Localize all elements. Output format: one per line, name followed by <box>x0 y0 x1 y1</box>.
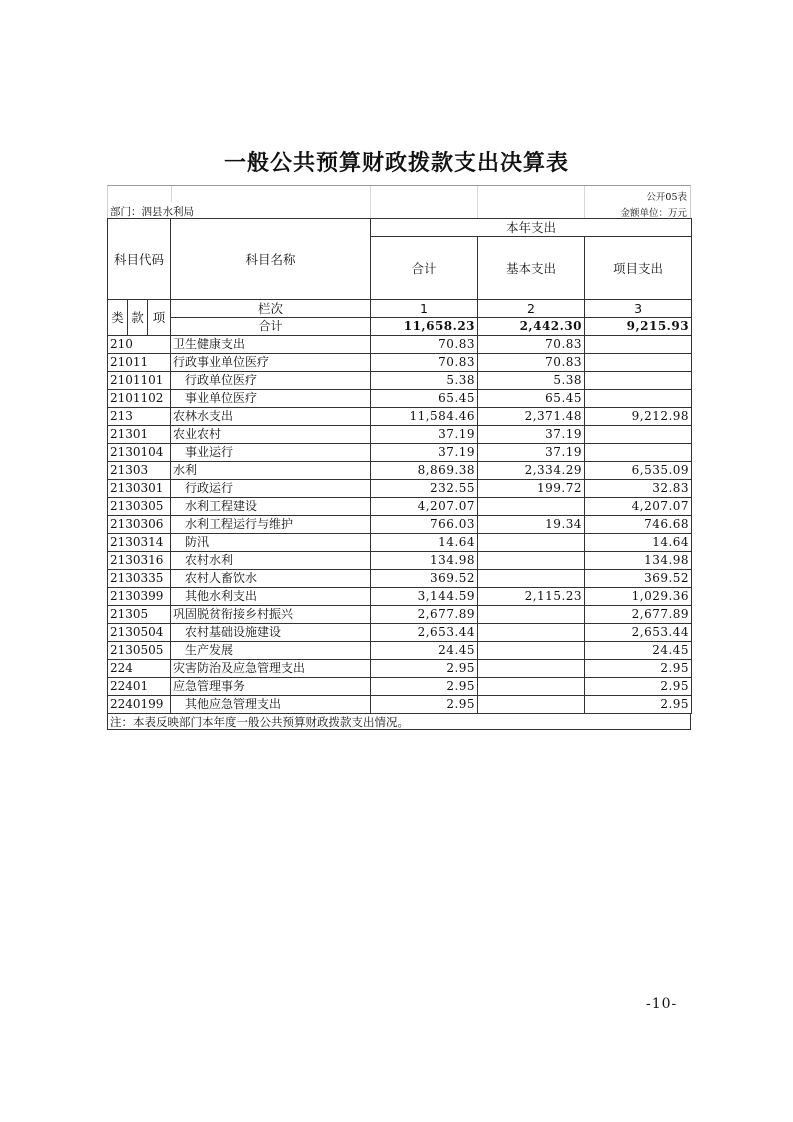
row-project <box>585 354 692 372</box>
header-lei: 类 <box>108 300 128 336</box>
row-project: 2.95 <box>585 660 692 678</box>
row-basic <box>478 660 585 678</box>
row-code: 2101101 <box>108 372 171 390</box>
header-current-year: 本年支出 <box>371 219 692 237</box>
row-basic <box>478 498 585 516</box>
row-code: 2101102 <box>108 390 171 408</box>
row-code: 210 <box>108 336 171 354</box>
total-row-basic: 2,442.30 <box>478 318 585 336</box>
header-row-index: 栏次 <box>171 300 371 318</box>
row-code: 2130104 <box>108 444 171 462</box>
row-code: 2240199 <box>108 696 171 714</box>
total-row-total: 11,658.23 <box>371 318 478 336</box>
row-basic: 5.38 <box>478 372 585 390</box>
row-total: 2,653.44 <box>371 624 478 642</box>
row-project: 4,207.07 <box>585 498 692 516</box>
row-total: 3,144.59 <box>371 588 478 606</box>
row-project: 32.83 <box>585 480 692 498</box>
table-row <box>108 660 692 678</box>
form-number-line <box>107 185 691 202</box>
row-subject-name: 防汛 <box>171 534 371 552</box>
row-subject-name: 农林水支出 <box>171 408 371 426</box>
row-code: 2130335 <box>108 570 171 588</box>
row-total: 369.52 <box>371 570 478 588</box>
form-number: 公开05表 <box>646 192 687 203</box>
table-row <box>108 480 692 498</box>
row-subject-name: 巩固脱贫衔接乡村振兴 <box>171 606 371 624</box>
row-basic: 37.19 <box>478 444 585 462</box>
row-basic <box>478 606 585 624</box>
table-row <box>108 642 692 660</box>
row-code: 2130505 <box>108 642 171 660</box>
row-total: 2.95 <box>371 696 478 714</box>
row-subject-name: 水利工程建设 <box>171 498 371 516</box>
row-subject-name: 行政事业单位医疗 <box>171 354 371 372</box>
row-total: 134.98 <box>371 552 478 570</box>
table-row <box>108 462 692 480</box>
header-basic: 基本支出 <box>478 237 585 300</box>
row-project: 134.98 <box>585 552 692 570</box>
row-subject-name: 行政运行 <box>171 480 371 498</box>
table-note: 注：本表反映部门本年度一般公共预算财政拨款支出情况。 <box>107 714 691 730</box>
table-row <box>108 516 692 534</box>
page-number: -10- <box>646 996 678 1012</box>
row-total: 37.19 <box>371 426 478 444</box>
row-subject-name: 事业运行 <box>171 444 371 462</box>
table-row <box>108 354 692 372</box>
row-project <box>585 426 692 444</box>
row-basic: 37.19 <box>478 426 585 444</box>
table-row <box>108 372 692 390</box>
row-code: 224 <box>108 660 171 678</box>
row-code: 21305 <box>108 606 171 624</box>
row-basic <box>478 552 585 570</box>
row-total: 11,584.46 <box>371 408 478 426</box>
row-project: 9,212.98 <box>585 408 692 426</box>
row-basic: 19.34 <box>478 516 585 534</box>
row-code: 21011 <box>108 354 171 372</box>
row-total: 37.19 <box>371 444 478 462</box>
row-basic <box>478 696 585 714</box>
row-project: 746.68 <box>585 516 692 534</box>
row-total: 14.64 <box>371 534 478 552</box>
table-row <box>108 534 692 552</box>
row-subject-name: 水利 <box>171 462 371 480</box>
row-code: 2130316 <box>108 552 171 570</box>
row-code: 2130305 <box>108 498 171 516</box>
table-row <box>108 336 692 354</box>
row-basic <box>478 570 585 588</box>
page-title: 一般公共预算财政拨款支出决算表 <box>223 151 569 176</box>
row-basic <box>478 642 585 660</box>
row-basic: 70.83 <box>478 354 585 372</box>
row-project <box>585 444 692 462</box>
row-total: 4,207.07 <box>371 498 478 516</box>
table-row <box>108 570 692 588</box>
table-row <box>108 624 692 642</box>
row-total: 766.03 <box>371 516 478 534</box>
column-number-2: 2 <box>478 300 585 318</box>
row-code: 2130301 <box>108 480 171 498</box>
row-subject-name: 农村人畜饮水 <box>171 570 371 588</box>
row-total: 24.45 <box>371 642 478 660</box>
row-total: 2.95 <box>371 660 478 678</box>
row-total: 2.95 <box>371 678 478 696</box>
row-subject-name: 农业农村 <box>171 426 371 444</box>
row-code: 2130504 <box>108 624 171 642</box>
column-number-3: 3 <box>585 300 692 318</box>
row-total: 232.55 <box>371 480 478 498</box>
row-project: 14.64 <box>585 534 692 552</box>
expenditure-table <box>107 218 692 714</box>
row-project: 2.95 <box>585 696 692 714</box>
row-subject-name: 灾害防治及应急管理支出 <box>171 660 371 678</box>
header-subject-code: 科目代码 <box>108 219 171 300</box>
row-basic <box>478 624 585 642</box>
header-subject-name: 科目名称 <box>171 219 371 300</box>
row-subject-name: 其他应急管理支出 <box>171 696 371 714</box>
row-basic: 2,371.48 <box>478 408 585 426</box>
row-project <box>585 390 692 408</box>
header-kuan: 款 <box>128 300 148 336</box>
table-row <box>108 696 692 714</box>
header-xiang: 项 <box>148 300 171 336</box>
row-subject-name: 其他水利支出 <box>171 588 371 606</box>
row-code: 2130399 <box>108 588 171 606</box>
row-project: 1,029.36 <box>585 588 692 606</box>
row-total: 5.38 <box>371 372 478 390</box>
row-code: 2130306 <box>108 516 171 534</box>
department-name: 部门：泗县水利局 <box>110 206 194 218</box>
row-project: 24.45 <box>585 642 692 660</box>
department-line <box>107 202 691 218</box>
table-row <box>108 390 692 408</box>
table-row <box>108 444 692 462</box>
row-subject-name: 农村基础设施建设 <box>171 624 371 642</box>
row-basic <box>478 534 585 552</box>
table-row <box>108 552 692 570</box>
row-total: 65.45 <box>371 390 478 408</box>
row-project: 6,535.09 <box>585 462 692 480</box>
budget-table-sheet <box>107 185 691 730</box>
row-subject-name: 事业单位医疗 <box>171 390 371 408</box>
table-row <box>108 606 692 624</box>
row-basic: 2,334.29 <box>478 462 585 480</box>
row-total: 70.83 <box>371 336 478 354</box>
row-project: 2,653.44 <box>585 624 692 642</box>
header-total: 合计 <box>371 237 478 300</box>
table-row <box>108 408 692 426</box>
row-code: 213 <box>108 408 171 426</box>
row-project <box>585 372 692 390</box>
row-basic: 199.72 <box>478 480 585 498</box>
row-basic: 65.45 <box>478 390 585 408</box>
row-subject-name: 应急管理事务 <box>171 678 371 696</box>
row-subject-name: 卫生健康支出 <box>171 336 371 354</box>
row-subject-name: 行政单位医疗 <box>171 372 371 390</box>
row-code: 21303 <box>108 462 171 480</box>
row-subject-name: 生产发展 <box>171 642 371 660</box>
row-code: 2130314 <box>108 534 171 552</box>
row-project: 2,677.89 <box>585 606 692 624</box>
row-basic: 70.83 <box>478 336 585 354</box>
row-project <box>585 336 692 354</box>
row-subject-name: 水利工程运行与维护 <box>171 516 371 534</box>
row-total: 8,869.38 <box>371 462 478 480</box>
row-total: 2,677.89 <box>371 606 478 624</box>
row-project: 369.52 <box>585 570 692 588</box>
row-project: 2.95 <box>585 678 692 696</box>
table-row <box>108 678 692 696</box>
table-row <box>108 426 692 444</box>
row-basic: 2,115.23 <box>478 588 585 606</box>
row-code: 22401 <box>108 678 171 696</box>
row-total: 70.83 <box>371 354 478 372</box>
amount-unit: 金额单位：万元 <box>620 208 687 219</box>
total-row-project: 9,215.93 <box>585 318 692 336</box>
row-basic <box>478 678 585 696</box>
table-row <box>108 588 692 606</box>
row-code: 21301 <box>108 426 171 444</box>
row-subject-name: 农村水利 <box>171 552 371 570</box>
column-number-1: 1 <box>371 300 478 318</box>
table-row <box>108 498 692 516</box>
total-row-label: 合计 <box>171 318 371 336</box>
header-project: 项目支出 <box>585 237 692 300</box>
